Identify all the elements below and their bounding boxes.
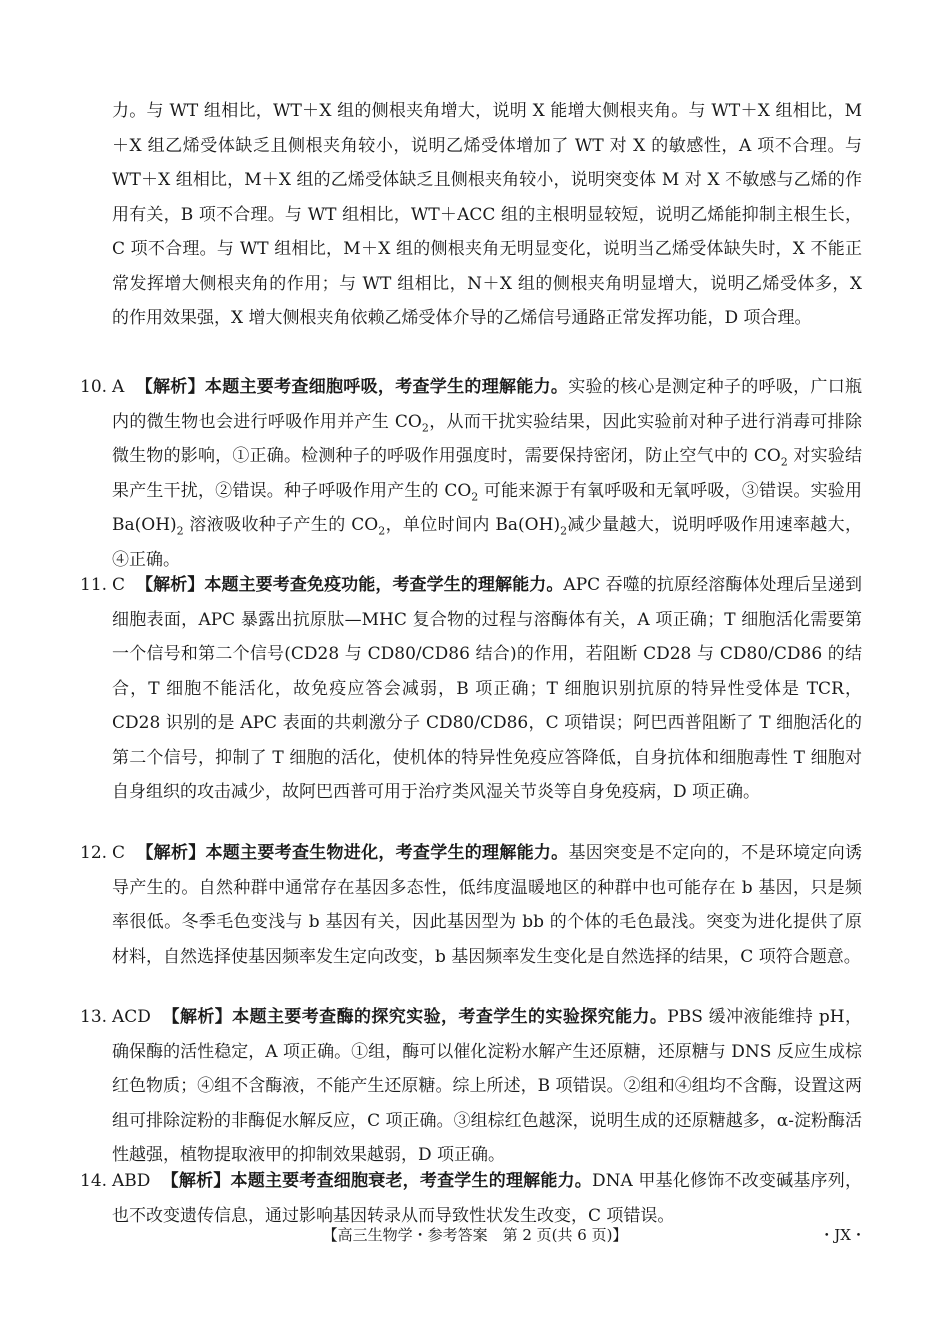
- item-lead: 【解析】本题主要考查免疫功能，考查学生的理解能力。: [136, 575, 564, 595]
- subscript: 2: [378, 524, 386, 538]
- item-lead: 【解析】本题主要考查细胞呼吸，考查学生的理解能力。: [135, 377, 569, 397]
- item-body: [112, 836, 862, 974]
- item-body: [112, 1000, 862, 1173]
- page-footer: [0, 1220, 950, 1250]
- answer-item-13: [80, 1000, 862, 1173]
- item-text-2: ，从而干扰实验结果，因此实验前对种子进行消毒可排除微生物的影响，①正确。检测种子的呼吸作用强度时，需要保持密闭，防止空气中的 CO: [112, 411, 862, 466]
- item-text-1: 实验的核心是测定种子的呼吸，广口瓶内的微生物也会进行呼吸作用并产生 CO: [112, 377, 863, 432]
- item-number: 12.: [80, 843, 108, 863]
- item-text-6: ，单位时间内 Ba(OH): [385, 515, 561, 535]
- item-text-7: 减少量越大，说明呼吸作用速率越大，④正确。: [112, 515, 862, 570]
- footer-page-info: 【高三生物学・参考答案 第 2 页(共 6 页)】: [322, 1226, 628, 1244]
- item-answer: C: [112, 575, 126, 595]
- item-text-4: 可能来源于有氧呼吸和无氧呼吸，③错误。实验用 Ba(OH): [112, 480, 862, 535]
- subscript: 2: [421, 420, 429, 434]
- item-text: DNA 甲基化修饰不改变碱基序列，也不改变遗传信息，通过影响基因转录从而导致性状发生改变，C 项错误。: [112, 1171, 863, 1226]
- subscript: 2: [471, 489, 479, 503]
- item-lead: 【解析】本题主要考查酶的探究实验，考查学生的实验探究能力。: [162, 1007, 668, 1027]
- item-number: 10.: [80, 377, 108, 397]
- item-number: 13.: [80, 1007, 108, 1027]
- item-text-5: 溶液吸收种子产生的 CO: [183, 515, 379, 535]
- item-body: [112, 370, 862, 577]
- item-lead: 【解析】本题主要考查细胞衰老，考查学生的理解能力。: [161, 1171, 593, 1191]
- subscript: 2: [780, 455, 788, 469]
- item-answer: ACD: [112, 1007, 151, 1027]
- paragraph-continued: 力。与 WT 组相比，WT＋X 组的侧根夹角增大，说明 X 能增大侧根夹角。与 WT＋X 组相比，M＋X 组乙烯受体缺乏且侧根夹角较小，说明乙烯受体增加了 WT 对 X 的敏感性，A 项不合理。与 WT＋X 组相比，M＋X 组的乙烯受体缺乏且侧根夹角较小，说明突变体 M 对 X 不敏感与乙烯的作用有关，B 项不合理。与 WT 组相比，WT＋ACC 组的主根明显较短，说明乙烯能抑制主根生长，C 项不合理。与 WT 组相比，M＋X 组的侧根夹角无明显变化，说明当乙烯受体缺失时，X 不能正常发挥增大侧根夹角的作用；与 WT 组相比，N＋X 组的侧根夹角明显增大，说明乙烯受体多，X 的作用效果强，X 增大侧根夹角依赖乙烯受体介导的乙烯信号通路正常发挥功能，D 项合理。: [112, 101, 862, 328]
- item-lead: 【解析】本题主要考查生物进化，考查学生的理解能力。: [136, 843, 569, 863]
- footer-code: ・JX・: [819, 1226, 866, 1244]
- item-text: APC 吞噬的抗原经溶酶体处理后呈递到细胞表面，APC 暴露出抗原肽—MHC 复合物的过程与溶酶体有关，A 项正确；T 细胞活化需要第一个信号和第二个信号(CD28 与 CD80/CD86 结合)的作用，若阻断 CD28 与 CD80/CD86 的结合，T 细胞不能活化，故免疫应答会减弱，B 项正确；T 细胞识别抗原的特异性受体是 TCR，CD28 识别的是 APC 表面的共刺激分子 CD80/CD86，C 项错误；阿巴西普阻断了 T 细胞活化的第二个信号，抑制了 T 细胞的活化，使机体的特异性免疫应答降低，自身抗体和细胞毒性 T 细胞对自身组织的攻击减少，故阿巴西普可用于治疗类风湿关节炎等自身免疫病，D 项正确。: [112, 575, 862, 802]
- answer-item-11: [80, 568, 862, 810]
- subscript: 2: [176, 524, 184, 538]
- item-number: 14.: [80, 1171, 108, 1191]
- item-body: [112, 568, 862, 810]
- subscript: 2: [560, 524, 568, 538]
- item-number: 11.: [80, 575, 108, 595]
- answer-item-10: [80, 370, 862, 577]
- item-text-3: 对实验结果产生干扰，②错误。种子呼吸作用产生的 CO: [112, 446, 862, 501]
- item-answer: A: [112, 377, 125, 397]
- item-answer: ABD: [112, 1171, 151, 1191]
- item-text: 基因突变是不定向的，不是环境定向诱导产生的。自然种群中通常存在基因多态性，低纬度温暖地区的种群中也可能存在 b 基因，只是频率很低。冬季毛色变浅与 b 基因有关，因此基因型为 bb 的个体的毛色最浅。突变为进化提供了原材料，自然选择使基因频率发生定向改变，b 基因频率发生变化是自然选择的结果，C 项符合题意。: [112, 843, 862, 967]
- answer-item-12: [80, 836, 862, 974]
- item-answer: C: [112, 843, 126, 863]
- item-text: PBS 缓冲液能维持 pH，确保酶的活性稳定，A 项正确。①组，酶可以催化淀粉水解产生还原糖，还原糖与 DNS 反应生成棕红色物质；④组不含酶液，不能产生还原糖。综上所述，B 项错误。②组和④组均不含酶，设置这两组可排除淀粉的非酶促水解反应，C 项正确。③组棕红色越深，说明生成的还原糖越多，α-淀粉酶活性越强，植物提取液甲的抑制效果越弱，D 项正确。: [112, 1007, 863, 1165]
